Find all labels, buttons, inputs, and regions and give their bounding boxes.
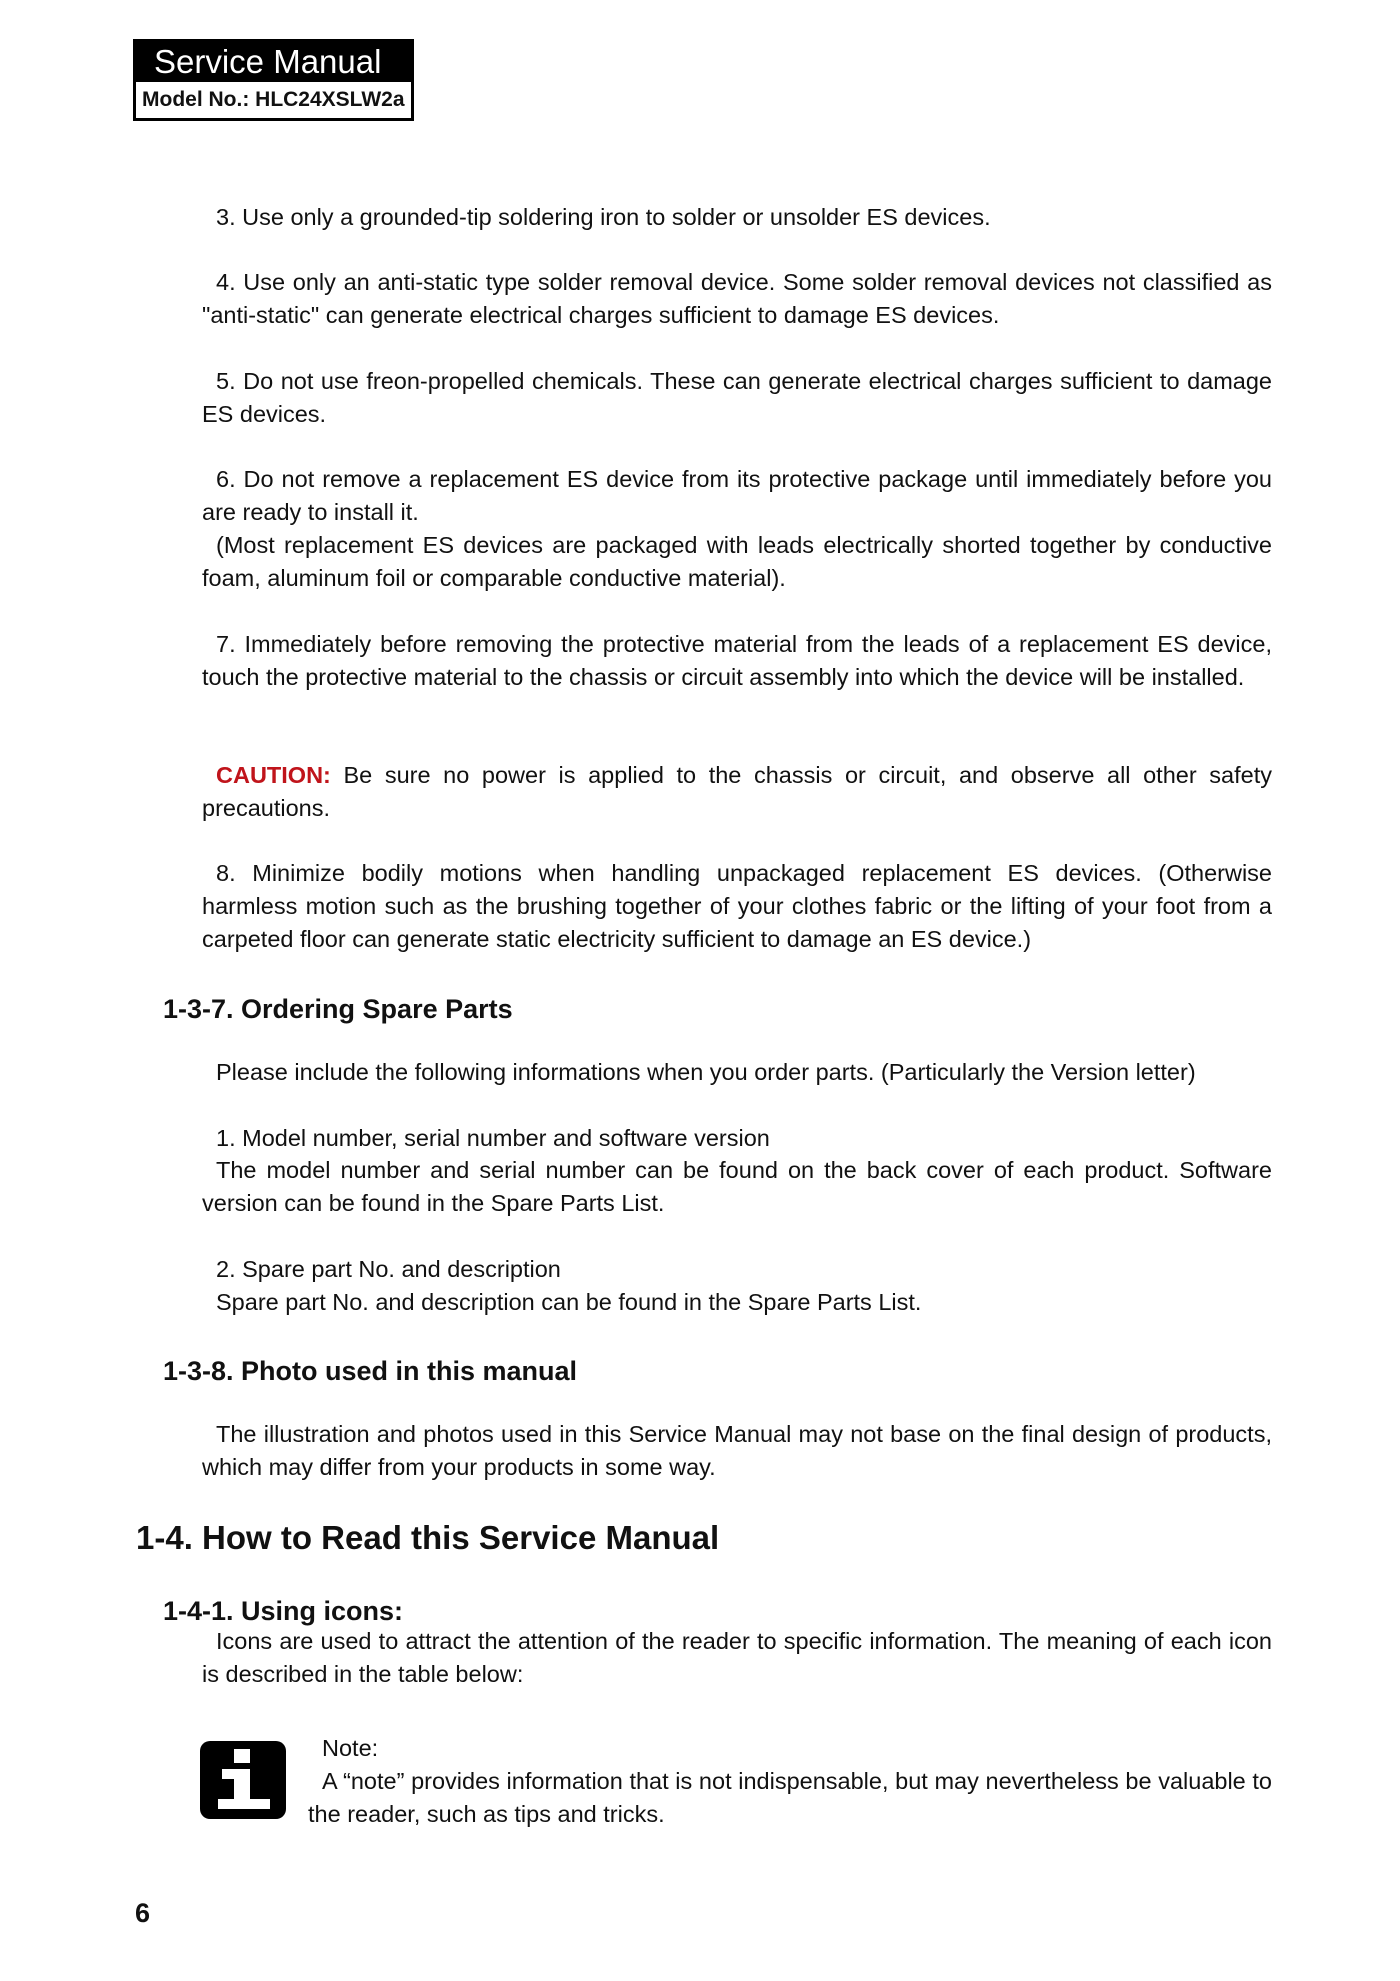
note-block: [308, 1732, 1272, 1831]
header-title: Service Manual: [136, 42, 411, 82]
heading-using-icons: 1-4-1. Using icons:: [163, 1596, 404, 1626]
header-model-number: Model No.: HLC24XSLW2a: [142, 88, 405, 111]
info-icon: [200, 1741, 286, 1819]
paragraph-item-7: 7. Immediately before removing the protective material from the leads of a replacement ES device, touch the protective material to the chassis or circuit assembly into which the device will be installed.: [202, 631, 1272, 690]
paragraph-item-6: 6. Do not remove a replacement ES device from its protective package until immediately before you are ready to install it.: [202, 466, 1272, 525]
note-title: Note:: [322, 1735, 379, 1761]
caution-label: CAUTION:: [216, 762, 331, 788]
ordering-point-1-text: The model number and serial number can be found on the back cover of each product. Software version can be found in the Spare Parts List.: [202, 1157, 1272, 1216]
ordering-point-2-title: 2. Spare part No. and description: [216, 1256, 561, 1282]
header-box: [133, 39, 414, 121]
photo-used-text: The illustration and photos used in this Service Manual may not base on the final design of products, which may differ from your products in some way.: [202, 1421, 1272, 1480]
caution-paragraph: CAUTION: Be sure no power is applied to the chassis or circuit, and observe all other safety precautions.: [202, 762, 1272, 821]
note-description: A “note” provides information that is not indispensable, but may nevertheless be valuable to the reader, such as tips and tricks.: [308, 1768, 1272, 1827]
paragraph-item-6-note: (Most replacement ES devices are packaged with leads electrically shorted together by conductive foam, aluminum foil or comparable conductive material).: [202, 532, 1272, 591]
ordering-intro: Please include the following informations when you order parts. (Particularly the Version letter): [216, 1059, 1196, 1085]
paragraph-item-8: 8. Minimize bodily motions when handling unpackaged replacement ES devices. (Otherwise harmless motion such as the brushing together of your clothes fabric or the lifting of your foot from a carpeted floor can generate static electricity sufficient to damage an ES device.): [202, 860, 1272, 952]
ordering-point-1-title: 1. Model number, serial number and software version: [216, 1125, 770, 1151]
page-number: 6: [135, 1898, 151, 1928]
heading-ordering-spare-parts: 1-3-7. Ordering Spare Parts: [163, 994, 513, 1024]
paragraph-item-4: 4. Use only an anti-static type solder removal device. Some solder removal devices not classified as "anti-static" can generate electrical charges sufficient to damage ES devices.: [202, 269, 1272, 328]
paragraph-item-5: 5. Do not use freon-propelled chemicals. These can generate electrical charges sufficient to damage ES devices.: [202, 368, 1272, 427]
using-icons-intro: Icons are used to attract the attention of the reader to specific information. The meaning of each icon is described in the table below:: [202, 1628, 1272, 1687]
ordering-point-2-text: Spare part No. and description can be found in the Spare Parts List.: [216, 1289, 922, 1315]
heading-how-to-read: 1-4. How to Read this Service Manual: [136, 1519, 720, 1556]
heading-photo-used: 1-3-8. Photo used in this manual: [163, 1356, 578, 1386]
paragraph-item-3: 3. Use only a grounded-tip soldering iron to solder or unsolder ES devices.: [216, 204, 991, 230]
